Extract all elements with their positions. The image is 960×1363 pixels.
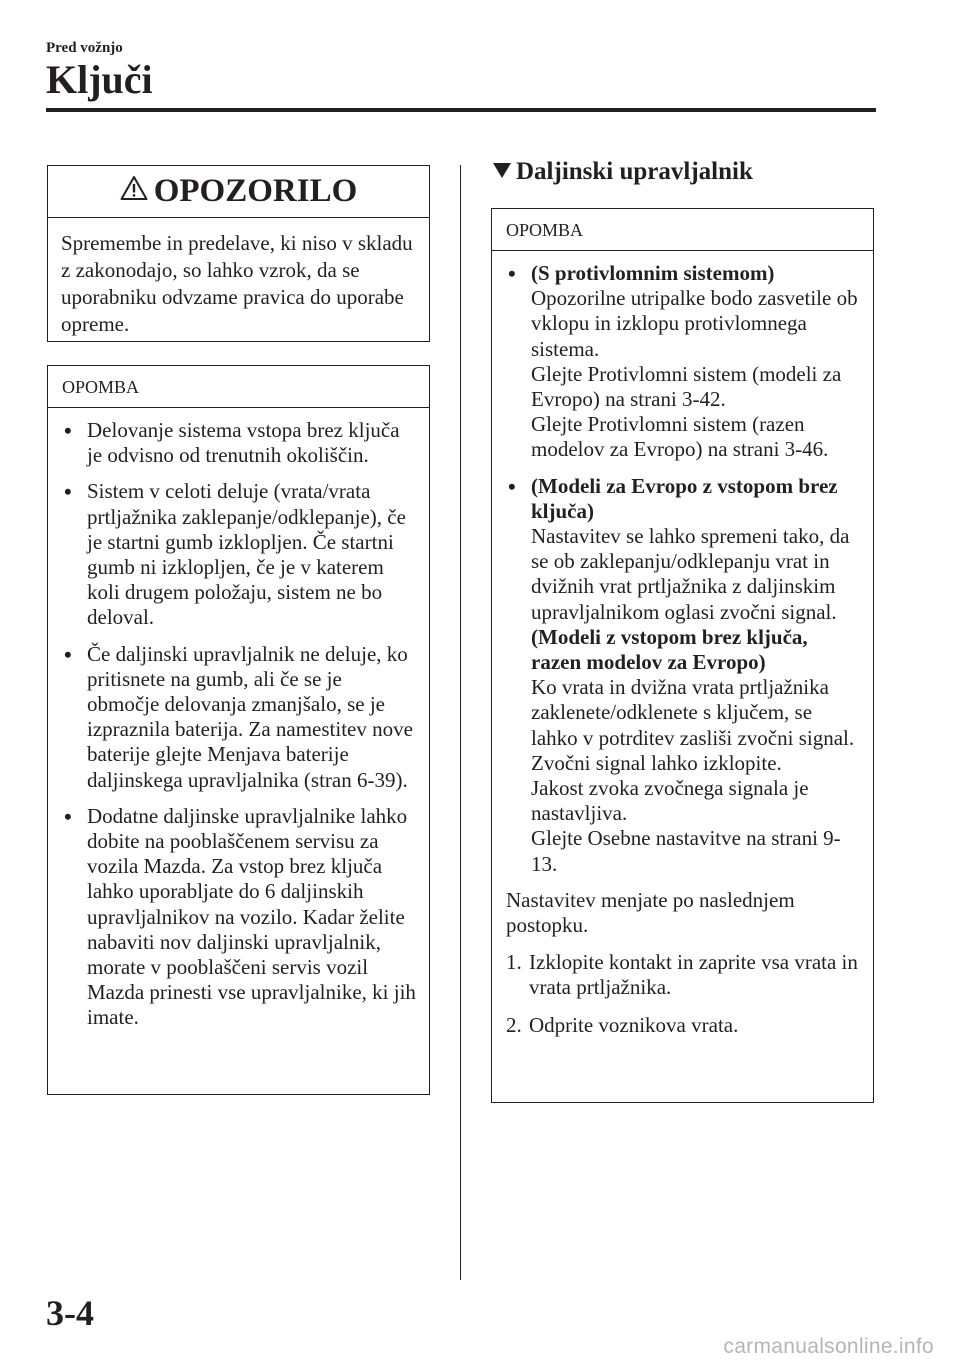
- step-number: 1.: [506, 950, 522, 975]
- step-item: [506, 1013, 861, 1038]
- note-body-left: [48, 408, 429, 1031]
- warning-header: [48, 166, 429, 218]
- section-title: Daljinski upravljalnik: [516, 158, 753, 185]
- note-box-right: [491, 208, 874, 1103]
- note-bold-heading: • (S protivlomnim sistemom): [531, 261, 775, 285]
- note-text: Glejte Osebne nastavitve na strani 9-13.: [531, 826, 841, 876]
- step-number: 2.: [506, 1012, 522, 1037]
- column-divider: [460, 165, 461, 1280]
- note-text: Glejte Protivlomni sistem (modeli za Evropo) na strani 3-42.: [531, 361, 842, 412]
- warning-title: OPOZORILO: [153, 173, 358, 209]
- header-section-label: Pred vožnjo: [46, 40, 123, 56]
- warning-text: Spremembe in predelave, ki niso v skladu z zakonodajo, so lahko vzrok, da se uporabniku odvzame pravica do uporabe opreme.: [61, 231, 413, 336]
- list-item: [506, 474, 861, 877]
- watermark: carmanualsonline.info: [723, 1335, 934, 1358]
- note-bold-heading: • (Modeli za Evropo z vstopom brez ključa): [531, 473, 838, 523]
- section-heading: [492, 158, 753, 186]
- list-item: • Sistem v celoti deluje (vrata/vrata prtljažnika zaklepanje/odklepanje), če je startni gumb izklopljen. Če startni gumb ni izklopljen, če je v katerem koli drugem položaju, sistem ne bo deloval.: [62, 479, 417, 630]
- note-text: Ko vrata in dvižna vrata prtljažnika zaklenete/odklenete s ključem, se lahko v potrditev zasliši zvočni signal. Zvočni signal lahko izklopite.: [531, 675, 855, 775]
- note-text: Glejte Protivlomni sistem (razen modelov za Evropo) na strani 3-46.: [531, 412, 829, 462]
- list-item: • Dodatne daljinske upravljalnike lahko dobite na pooblaščenem servisu za vozila Mazda. Za vstop brez ključa lahko uporabljate do 6 daljinskih upravljalnikov na vozilo. Kadar želite nabaviti nov daljinski upravljalnik, morate v pooblaščeni servis vozil Mazda prinesti vse upravljalnike, ki jih imate.: [62, 804, 417, 1031]
- step-text: Izklopite kontakt in zaprite vsa vrata in vrata prtljažnika.: [529, 950, 858, 1000]
- note-bold-heading: (Modeli z vstopom brez ključa, razen modelov za Evropo): [531, 624, 808, 675]
- warning-triangle-icon: [120, 173, 148, 210]
- page-title: Ključi: [46, 57, 153, 102]
- note-text: Nastavitev se lahko spremeni tako, da se ob zaklepanju/odklepanju vrat in dvižnih vrat prtljažnika z daljinskim upravljalnikom oglasi zvočni signal.: [531, 524, 850, 624]
- note-body-right: [492, 251, 873, 1038]
- page-number: 3-4: [46, 1293, 94, 1333]
- step-item: [506, 950, 861, 1000]
- note-box-left: [47, 365, 430, 1095]
- list-item: • Če daljinski upravljalnik ne deluje, ko pritisnete na gumb, ali če se je območje delovanja zmanjšalo, se je izpraznila baterija. Za namestitev nove baterije glejte Menjava baterije daljinskega upravljalnika (stran 6-39).: [62, 642, 417, 793]
- down-triangle-icon: [492, 158, 512, 186]
- step-text: Odprite voznikova vrata.: [529, 1012, 739, 1037]
- list-item: • Delovanje sistema vstopa brez ključa je odvisno od trenutnih okoliščin.: [62, 418, 417, 468]
- note-header-left: OPOMBA: [48, 366, 429, 408]
- note-text: Jakost zvoka zvočnega signala je nastavljiva.: [531, 776, 809, 826]
- warning-box: [47, 165, 430, 342]
- note-paragraph: Nastavitev menjate po naslednjem postopku.: [506, 887, 795, 938]
- note-header-right: OPOMBA: [492, 209, 873, 251]
- header-rule: [46, 108, 876, 112]
- list-item: [506, 261, 861, 463]
- note-text: Opozorilne utripalke bodo zasvetile ob vklopu in izklopu protivlomnega sistema.: [531, 286, 858, 361]
